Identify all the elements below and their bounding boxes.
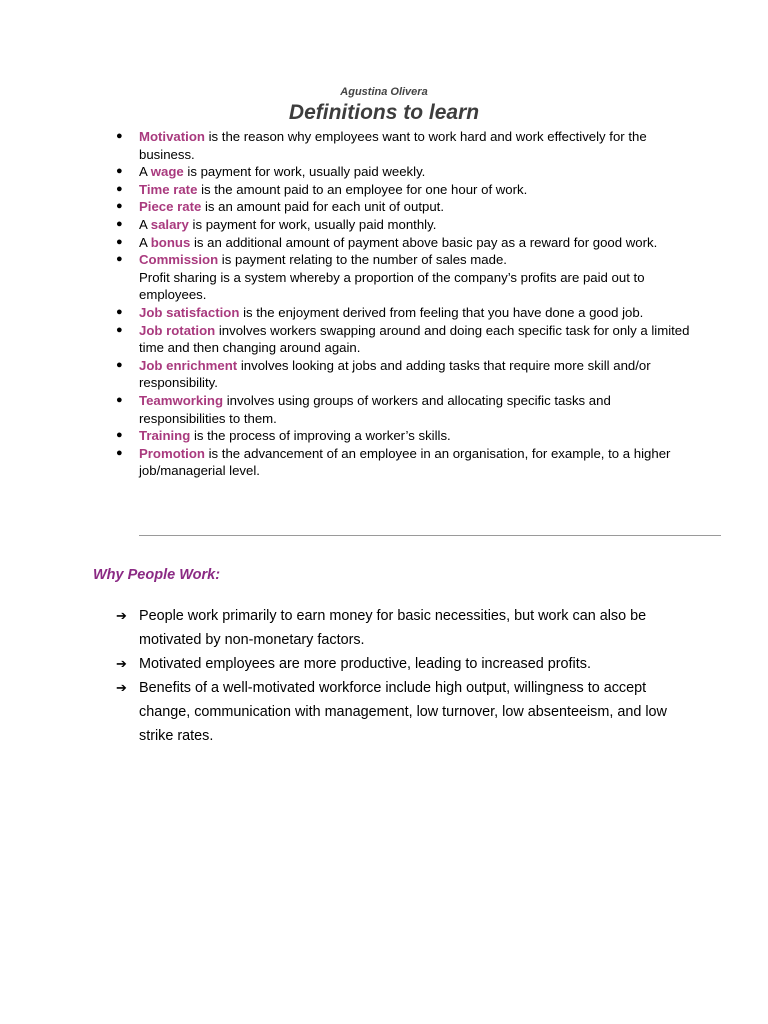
definition-term: Training <box>139 428 191 444</box>
definition-prefix: A <box>139 216 151 232</box>
bullet-icon: ● <box>116 217 123 230</box>
why-people-work-list <box>0 604 674 748</box>
list-item <box>0 251 699 269</box>
list-item <box>0 392 699 427</box>
list-item <box>0 216 699 234</box>
definition-text: is the enjoyment derived from feeling that you have done a good job. <box>239 304 644 320</box>
section-heading: Why People Work: <box>93 567 221 583</box>
definition-term: Time rate <box>139 181 198 197</box>
list-item <box>0 357 699 392</box>
definition-text: is payment for work, usually paid monthly. <box>188 216 437 232</box>
author-name: Agustina Olivera <box>340 86 428 98</box>
list-item <box>0 304 699 322</box>
list-item-text: Motivated employees are more productive, leading to increased profits. <box>139 656 591 672</box>
definition-text: is the advancement of an employee in an organisation, for example, to a higher job/managerial level. <box>139 445 671 479</box>
definition-term: Job enrichment <box>139 357 238 373</box>
list-item-text: Benefits of a well-motivated workforce include high output, willingness to accept change, communication with management, low turnover, low absenteeism, and low strike rates. <box>139 680 667 744</box>
definition-term: Job satisfaction <box>139 304 240 320</box>
definition-term: Piece rate <box>139 199 202 215</box>
bullet-icon: ● <box>116 305 123 318</box>
definition-text: is payment relating to the number of sales made. <box>218 252 507 268</box>
definition-term: Promotion <box>139 445 205 461</box>
list-item <box>0 181 699 199</box>
list-item <box>0 604 674 652</box>
bullet-icon: ● <box>116 429 123 442</box>
definition-term: Motivation <box>139 129 205 144</box>
bullet-icon: ● <box>116 253 123 266</box>
definition-text: is the process of improving a worker’s skills. <box>190 428 451 444</box>
list-item <box>0 427 699 445</box>
definition-term: salary <box>150 216 189 232</box>
bullet-icon: ● <box>116 323 123 336</box>
definitions-list <box>0 128 699 480</box>
definition-text: is the amount paid to an employee for one hour of work. <box>197 181 528 197</box>
bullet-icon: ● <box>116 393 123 406</box>
bullet-icon: ● <box>116 235 123 248</box>
definition-text: involves using groups of workers and allocating specific tasks and responsibilities to them. <box>139 392 611 426</box>
list-item <box>0 234 699 252</box>
arrow-bullet-icon: ➔ <box>116 608 127 623</box>
bullet-icon: ● <box>116 165 123 178</box>
definition-term: wage <box>150 164 184 180</box>
horizontal-divider <box>139 535 721 536</box>
list-item <box>0 652 674 676</box>
definition-term: Commission <box>139 252 219 268</box>
arrow-bullet-icon: ➔ <box>116 656 127 671</box>
list-item <box>0 128 699 163</box>
definition-text: is payment for work, usually paid weekly. <box>183 164 426 180</box>
arrow-bullet-icon: ➔ <box>116 680 127 695</box>
definition-text: involves workers swapping around and doing each specific task for only a limited time and then changing around again. <box>139 322 690 356</box>
bullet-icon: ● <box>116 446 123 459</box>
definition-term: bonus <box>150 234 191 250</box>
definition-text: involves looking at jobs and adding tasks that require more skill and/or responsibility. <box>139 357 651 391</box>
definition-text: is the reason why employees want to work hard and work effectively for the business. <box>139 129 647 162</box>
bullet-icon: ● <box>116 182 123 195</box>
list-item <box>0 198 699 216</box>
definition-text: is an additional amount of payment above basic pay as a reward for good work. <box>190 234 658 250</box>
definition-text: is an amount paid for each unit of output. <box>201 199 444 215</box>
definition-term: Teamworking <box>139 392 224 408</box>
definition-term: Job rotation <box>139 322 216 338</box>
list-item <box>0 322 699 357</box>
list-item <box>0 163 699 181</box>
list-item-text: People work primarily to earn money for basic necessities, but work can also be motivated by non-monetary factors. <box>139 608 647 648</box>
bullet-icon: ● <box>116 358 123 371</box>
page-title: Definitions to learn <box>288 101 480 124</box>
definition-prefix: A <box>139 234 151 250</box>
bullet-icon: ● <box>116 200 123 213</box>
profit-sharing-text: Profit sharing is a system whereby a proportion of the company’s profits are paid out to employees. <box>139 269 645 303</box>
list-item <box>0 445 679 480</box>
bullet-icon: ● <box>116 130 123 142</box>
definition-prefix: A <box>139 164 151 180</box>
list-item <box>0 676 674 748</box>
